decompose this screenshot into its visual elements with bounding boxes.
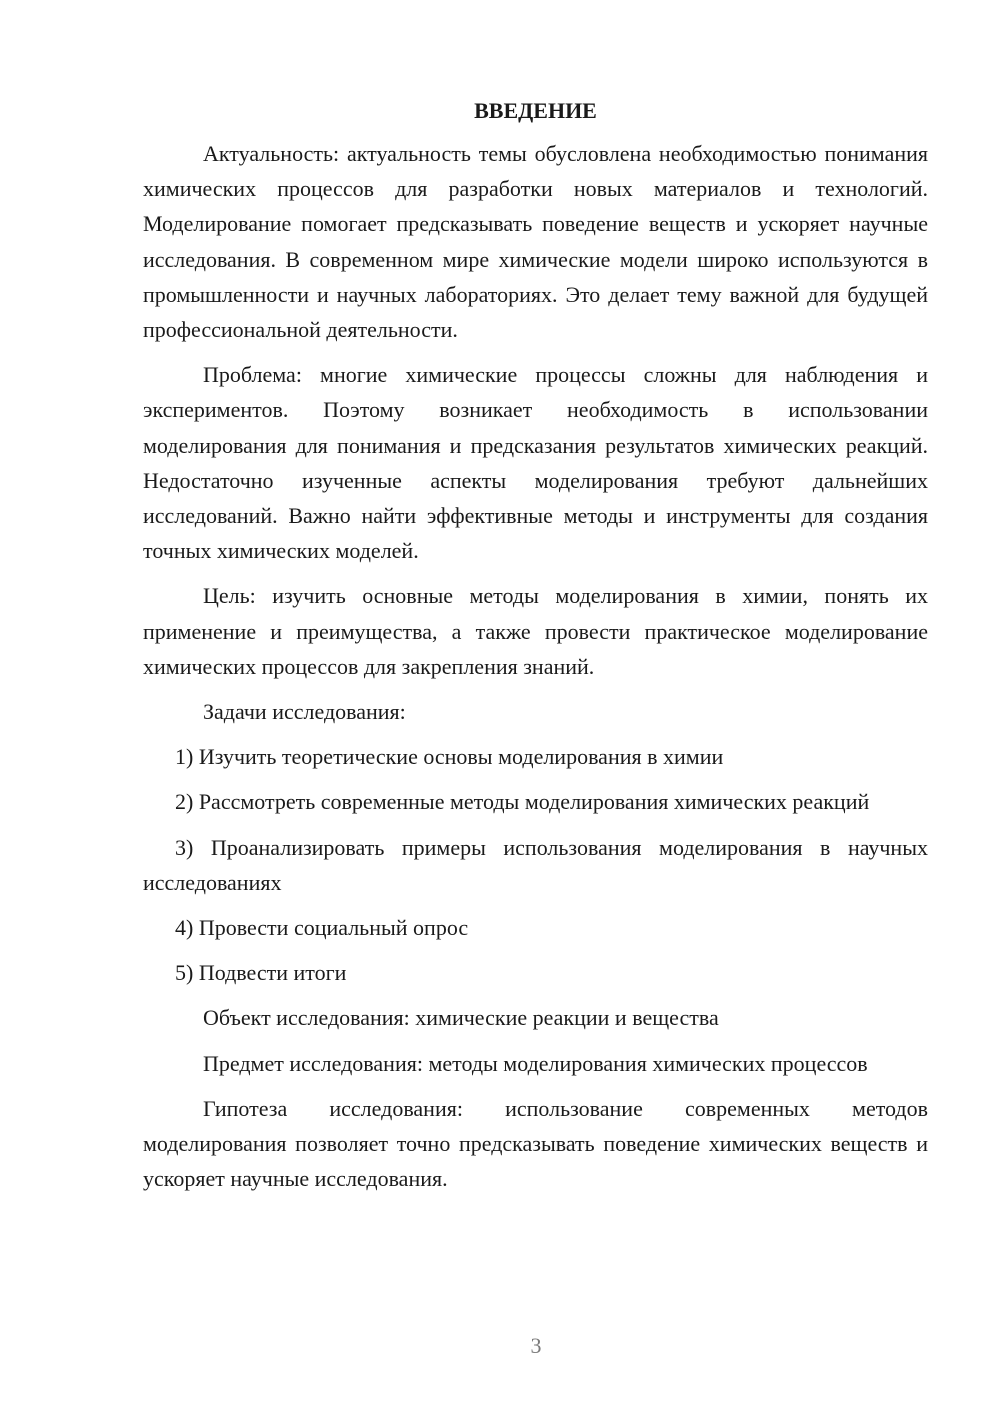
task-item-4: 4) Провести социальный опрос xyxy=(175,915,469,941)
task-item-3: 3) Проанализировать примеры использования моделирования в научных исследованиях xyxy=(143,834,928,895)
task-item-2: 2) Рассмотреть современные методы моделирования химических реакций xyxy=(175,789,870,815)
problem-paragraph: Проблема: многие химические процессы сложны для наблюдения и экспериментов. Поэтому возникает необходимость в использовании моделирования для понимания и предсказания результатов химических реакций. Недостаточно изученные аспекты моделирования требуют дальнейших исследований. Важно найти эффективные методы и инструменты для создания точных химических моделей. xyxy=(143,362,928,564)
relevance-paragraph: Актуальность: актуальность темы обусловлена необходимостью понимания химических процессов для разработки новых материалов и технологий. Моделирование помогает предсказывать поведение веществ и ускоряет научные исследования. В современном мире химические модели широко используются в промышленности и научных лабораториях. Это делает тему важной для будущей профессиональной деятельности. xyxy=(143,141,928,343)
section-title: ВВЕДЕНИЕ xyxy=(474,98,597,123)
task-item-5: 5) Подвести итоги xyxy=(175,960,347,986)
object-paragraph: Объект исследования: химические реакции и вещества xyxy=(203,1005,719,1031)
page-number: 3 xyxy=(530,1333,542,1358)
goal-paragraph: Цель: изучить основные методы моделирования в химии, понять их применение и преимущества, а также провести практическое моделирование химических процессов для закрепления знаний. xyxy=(143,583,928,679)
hypothesis-paragraph: Гипотеза исследования: использование современных методов моделирования позволяет точно предсказывать поведение химических веществ и ускоряет научные исследования. xyxy=(143,1095,928,1192)
tasks-heading: Задачи исследования: xyxy=(203,699,406,725)
subject-paragraph: Предмет исследования: методы моделирования химических процессов xyxy=(203,1050,868,1076)
page-content xyxy=(143,96,928,1206)
task-item-1: 1) Изучить теоретические основы моделирования в химии xyxy=(175,744,724,770)
